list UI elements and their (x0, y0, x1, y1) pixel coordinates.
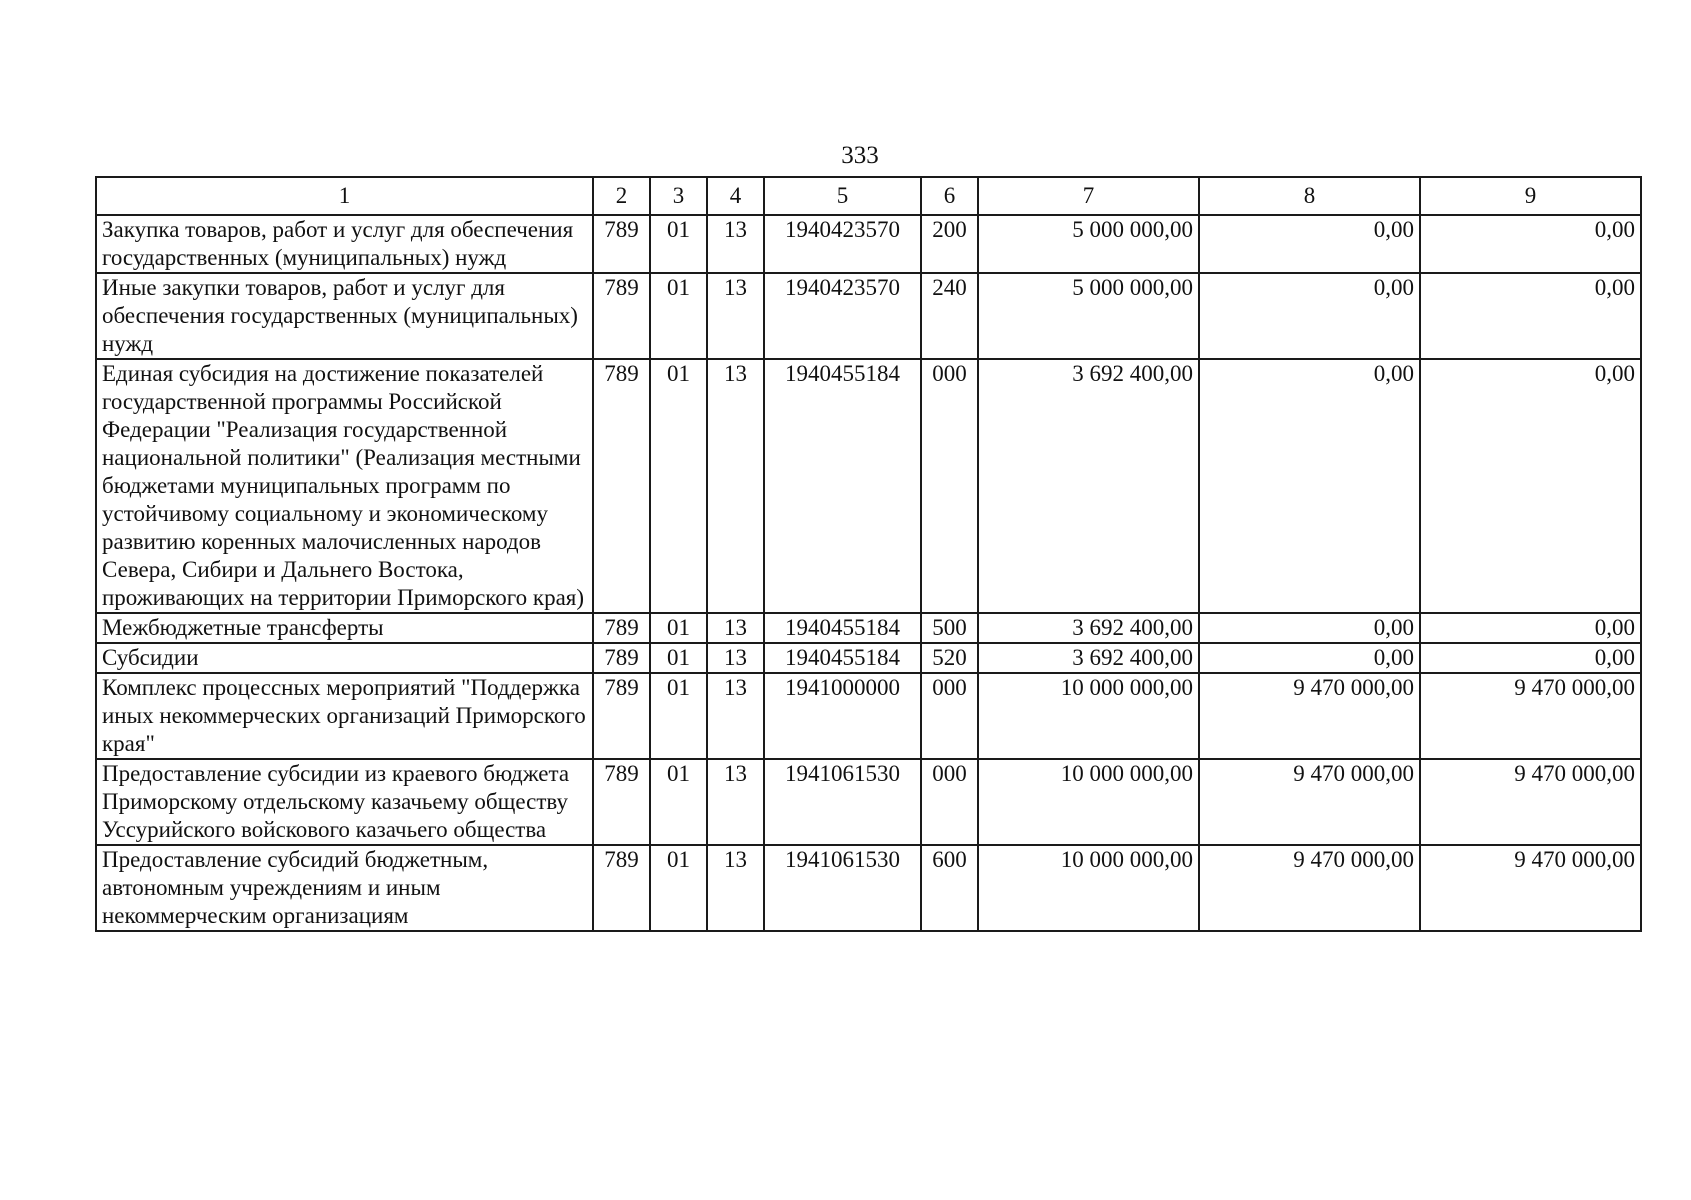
column-header: 5 (764, 177, 921, 215)
cell-col-3: 01 (650, 215, 707, 273)
amount-col-9: 0,00 (1420, 643, 1641, 673)
cell-col-5: 1941061530 (764, 845, 921, 931)
cell-col-4: 13 (707, 673, 764, 759)
cell-col-4: 13 (707, 845, 764, 931)
amount-col-8: 0,00 (1199, 613, 1420, 643)
column-header: 3 (650, 177, 707, 215)
cell-col-2: 789 (593, 215, 650, 273)
cell-col-4: 13 (707, 215, 764, 273)
amount-col-8: 9 470 000,00 (1199, 673, 1420, 759)
column-header: 2 (593, 177, 650, 215)
cell-col-5: 1941061530 (764, 759, 921, 845)
cell-col-5: 1940423570 (764, 273, 921, 359)
table-row (96, 643, 1641, 673)
amount-col-7: 5 000 000,00 (978, 215, 1199, 273)
amount-col-9: 9 470 000,00 (1420, 673, 1641, 759)
amount-col-9: 0,00 (1420, 359, 1641, 613)
cell-col-3: 01 (650, 673, 707, 759)
row-description: Единая субсидия на достижение показателей государственной программы Российской Федерации "Реализация государственной национальной политики" (Реализация местными бюджетами муниципальных программ по устойчивому социальному и экономическому развитию коренных малочисленных народов Севера, Сибири и Дальнего Востока, проживающих на территории Приморского края) (96, 359, 593, 613)
column-header: 6 (921, 177, 978, 215)
cell-col-2: 789 (593, 359, 650, 613)
cell-col-6: 000 (921, 759, 978, 845)
table-body (96, 215, 1641, 931)
row-description: Закупка товаров, работ и услуг для обеспечения государственных (муниципальных) нужд (96, 215, 593, 273)
amount-col-9: 0,00 (1420, 215, 1641, 273)
budget-table (95, 176, 1642, 932)
cell-col-5: 1941000000 (764, 673, 921, 759)
amount-col-7: 3 692 400,00 (978, 359, 1199, 613)
cell-col-3: 01 (650, 759, 707, 845)
header-row (96, 177, 1641, 215)
table-row (96, 673, 1641, 759)
cell-col-4: 13 (707, 359, 764, 613)
cell-col-3: 01 (650, 273, 707, 359)
row-description: Межбюджетные трансферты (96, 613, 593, 643)
amount-col-9: 9 470 000,00 (1420, 759, 1641, 845)
amount-col-9: 9 470 000,00 (1420, 845, 1641, 931)
cell-col-3: 01 (650, 613, 707, 643)
table-header (96, 177, 1641, 215)
amount-col-9: 0,00 (1420, 273, 1641, 359)
amount-col-7: 5 000 000,00 (978, 273, 1199, 359)
cell-col-2: 789 (593, 643, 650, 673)
amount-col-8: 0,00 (1199, 643, 1420, 673)
cell-col-6: 200 (921, 215, 978, 273)
column-header: 7 (978, 177, 1199, 215)
row-description: Субсидии (96, 643, 593, 673)
column-header: 4 (707, 177, 764, 215)
cell-col-2: 789 (593, 673, 650, 759)
column-header: 1 (96, 177, 593, 215)
cell-col-6: 600 (921, 845, 978, 931)
cell-col-6: 520 (921, 643, 978, 673)
amount-col-7: 3 692 400,00 (978, 643, 1199, 673)
cell-col-6: 000 (921, 673, 978, 759)
row-description: Предоставление субсидии из краевого бюджета Приморскому отдельскому казачьему обществу Уссурийского войскового казачьего общества (96, 759, 593, 845)
amount-col-7: 10 000 000,00 (978, 673, 1199, 759)
row-description: Комплекс процессных мероприятий "Поддержка иных некоммерческих организаций Приморского края" (96, 673, 593, 759)
table-row (96, 759, 1641, 845)
cell-col-4: 13 (707, 759, 764, 845)
amount-col-8: 0,00 (1199, 215, 1420, 273)
cell-col-6: 000 (921, 359, 978, 613)
cell-col-2: 789 (593, 613, 650, 643)
amount-col-8: 0,00 (1199, 359, 1420, 613)
cell-col-2: 789 (593, 845, 650, 931)
amount-col-7: 3 692 400,00 (978, 613, 1199, 643)
cell-col-2: 789 (593, 759, 650, 845)
page-number: 333 (841, 142, 879, 169)
amount-col-9: 0,00 (1420, 613, 1641, 643)
amount-col-7: 10 000 000,00 (978, 759, 1199, 845)
table-row (96, 845, 1641, 931)
cell-col-3: 01 (650, 359, 707, 613)
row-description: Иные закупки товаров, работ и услуг для обеспечения государственных (муниципальных) нужд (96, 273, 593, 359)
cell-col-4: 13 (707, 613, 764, 643)
cell-col-3: 01 (650, 643, 707, 673)
amount-col-8: 9 470 000,00 (1199, 759, 1420, 845)
cell-col-6: 240 (921, 273, 978, 359)
amount-col-8: 9 470 000,00 (1199, 845, 1420, 931)
column-header: 9 (1420, 177, 1641, 215)
cell-col-4: 13 (707, 643, 764, 673)
cell-col-5: 1940455184 (764, 643, 921, 673)
table-row (96, 359, 1641, 613)
cell-col-6: 500 (921, 613, 978, 643)
cell-col-2: 789 (593, 273, 650, 359)
cell-col-3: 01 (650, 845, 707, 931)
amount-col-7: 10 000 000,00 (978, 845, 1199, 931)
cell-col-5: 1940455184 (764, 613, 921, 643)
row-description: Предоставление субсидий бюджетным, автономным учреждениям и иным некоммерческим организациям (96, 845, 593, 931)
amount-col-8: 0,00 (1199, 273, 1420, 359)
column-header: 8 (1199, 177, 1420, 215)
table-row (96, 215, 1641, 273)
cell-col-4: 13 (707, 273, 764, 359)
cell-col-5: 1940455184 (764, 359, 921, 613)
table-row (96, 273, 1641, 359)
table-row (96, 613, 1641, 643)
cell-col-5: 1940423570 (764, 215, 921, 273)
